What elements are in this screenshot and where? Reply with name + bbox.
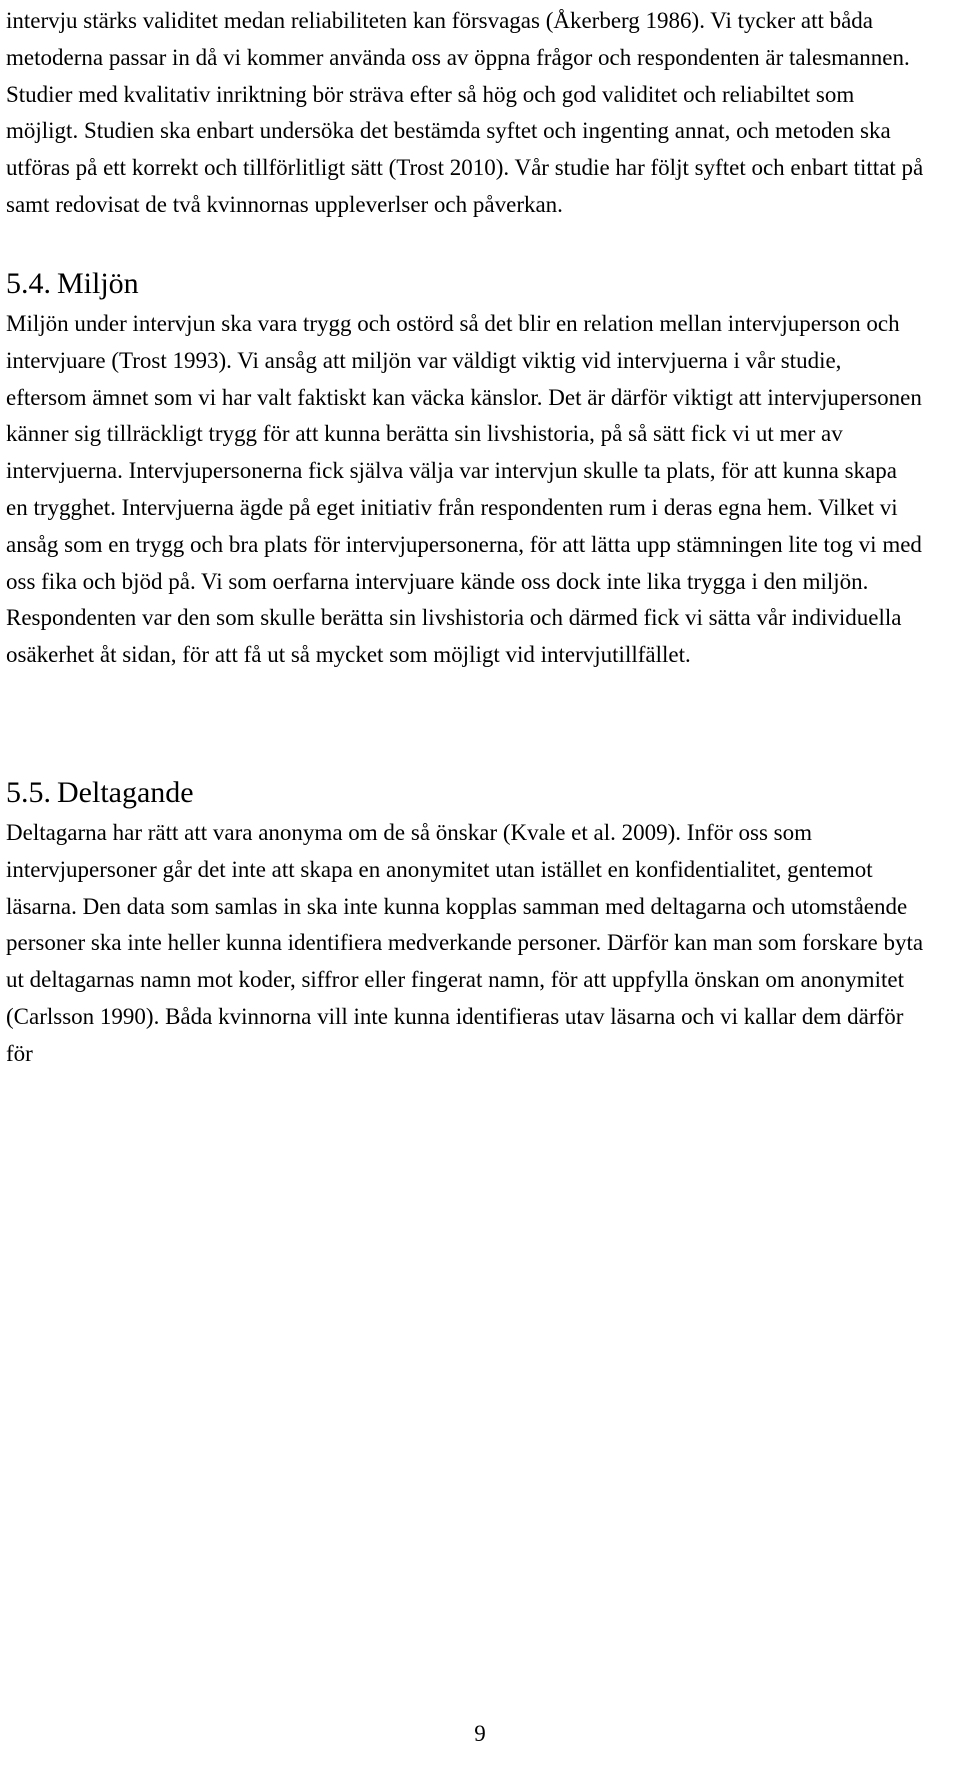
section-paragraph: Miljön under intervjun ska vara trygg och ostörd så det blir en relation mellan intervjuperson och intervjuare (Trost 1993). Vi ansåg att miljön var väldigt viktig vid intervjuerna i vår studie, eftersom ämnet som vi har valt faktiskt kan väcka känslor. Det är därför viktigt att intervjupersonen känner sig tillräckligt trygg för att kunna berätta sin livshistoria, på så sätt fick vi ut mer av intervjuerna. Intervjupersonerna fick själva välja var intervjun skulle ta plats, för att kunna skapa en trygghet. Intervjuerna ägde på eget initiativ från respondenten rum i deras egna hem. Vilket vi ansåg som en trygg och bra plats för intervjupersonerna, för att lätta upp stämningen lite tog vi med oss fika och bjöd på. Vi som oerfarna intervjuare kände oss dock inte lika trygga i den miljön. Respondenten var den som skulle berätta sin livshistoria och därmed fick vi sätta vår individuella osäkerhet åt sidan, för att få ut så mycket som möjligt vid intervjutillfället. [6, 311, 922, 668]
intro-paragraph: intervju stärks validitet medan reliabiliteten kan försvagas (Åkerberg 1986). Vi tycker att båda metoderna passar in då vi kommer använda oss av öppna frågor och respondenten är talesmannen. Studier med kvalitativ inriktning bör sträva efter så hög och god validitet och reliabiltet som möjligt. Studien ska enbart undersöka det bestämda syftet och ingenting annat, och metoden ska utföras på ett korrekt och tillförlitligt sätt (Trost 2010). Vår studie har följt syftet och enbart tittat på samt redovisat de två kvinnornas uppleverlser och påverkan. [6, 8, 924, 217]
section-number: 5.5. [6, 776, 51, 809]
section-heading [6, 775, 924, 811]
section-paragraph: Deltagarna har rätt att vara anonyma om de så önskar (Kvale et al. 2009). Inför oss som intervjupersoner går det inte att skapa en anonymitet utan istället en konfidentialitet, gentemot läsarna. Den data som samlas in ska inte kunna kopplas samman med deltagarna och utomstående personer ska inte heller kunna identifiera medverkande personer. Därför kan man som forskare byta ut deltagarnas namn mot koder, siffror eller fingerat namn, för att uppfylla önskan om anonymitet (Carlsson 1990). Båda kvinnorna vill inte kunna identifieras utav läsarna och vi kallar dem därför för [6, 820, 924, 1066]
section-heading [6, 266, 924, 302]
page-number: 9 [474, 1721, 486, 1746]
section-deltagande [6, 775, 924, 1073]
section-miljon [6, 266, 924, 674]
section-title: Miljön [57, 267, 139, 300]
section-number: 5.4. [6, 267, 51, 300]
section-title: Deltagande [57, 776, 194, 809]
